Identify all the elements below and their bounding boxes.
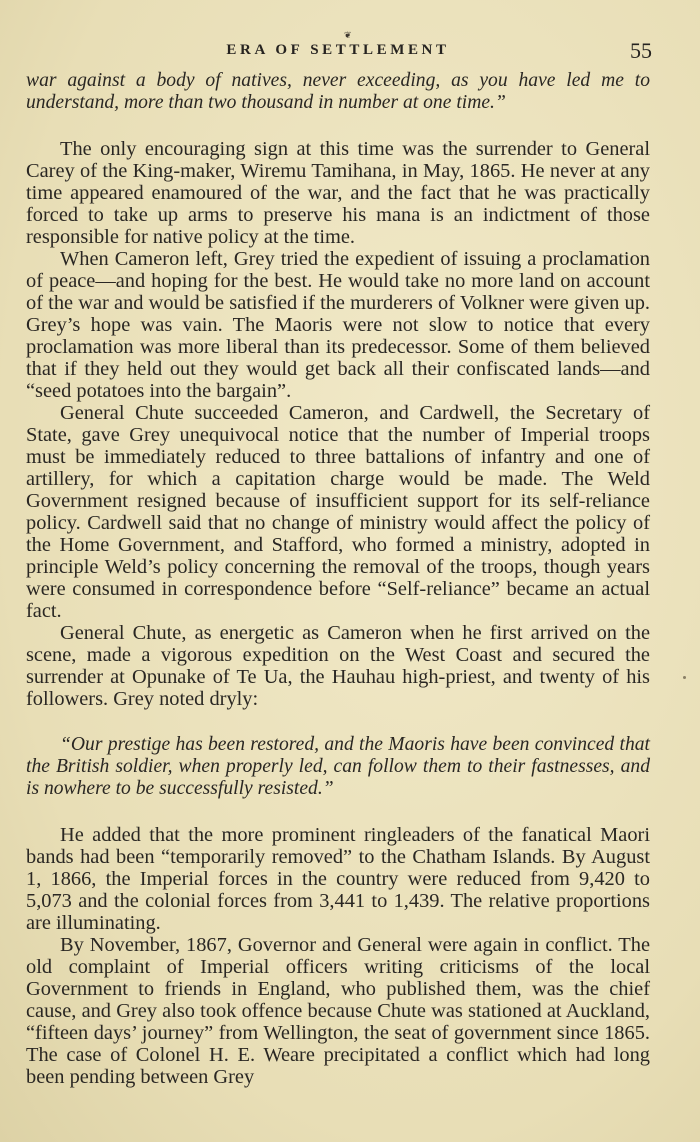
paragraph: The only encouraging sign at this time was the surrender to General Carey of the King-maker, Wiremu Tamihana, in May, 1865. He never at any time appeared enamoured of the war, and the fact that he was practically forced to take up arms to preserve his mana is an indictment of those responsible for native policy at the time. [26,138,650,248]
paper-speck [683,676,686,679]
page-header [26,30,650,70]
paragraph: He added that the more prominent ringleaders of the fanatical Maori bands had been “temporarily removed” to the Chatham Islands. By August 1, 1866, the Imperial forces in the country were reduced from 9,420 to 5,073 and the colonial forces from 3,441 to 1,439. The relative proportions are illuminating. [26,824,650,934]
body-text [26,70,650,1088]
paragraph: General Chute, as energetic as Cameron when he first arrived on the scene, made a vigorous expedition on the West Coast and secured the surrender at Opunake of Te Ua, the Hauhau high-priest, and twenty of his followers. Grey noted dryly: [26,622,650,710]
paragraph: General Chute succeeded Cameron, and Cardwell, the Secretary of State, gave Grey unequivocal notice that the number of Imperial troops must be immediately reduced to three battalions of infantry and one of artillery, for which a capitation charge would be made. The Weld Government resigned because of insufficient support for its self-reliance policy. Cardwell said that no change of ministry would affect the policy of the Home Government, and Stafford, who formed a ministry, adopted in principle Weld’s policy concerning the removal of the troops, though years were consumed in correspondence before “Self-reliance” became an actual fact. [26,402,650,622]
book-page [26,30,650,1088]
paragraph: By November, 1867, Governor and General were again in conflict. The old complaint of Imperial officers writing criticisms of the local Government to friends in England, who published them, was the chief cause, and Grey also took offence because Chute was stationed at Auckland, “fifteen days’ journey” from Wellington, the seat of government since 1865. The case of Colonel H. E. Weare precipitated a conflict which had long been pending between Grey [26,934,650,1088]
block-quote-continued: war against a body of natives, never exceeding, as you have led me to understand, more than two thousand in number at one time.” [26,70,650,113]
page-number: 55 [630,38,652,63]
block-quote: “Our prestige has been restored, and the Maoris have been convinced that the British soldier, when properly led, can follow them to their fastnesses, and is nowhere to be successfully resisted.” [26,734,650,799]
ornament-icon: ❦ [344,30,352,40]
running-head: ERA OF SETTLEMENT [226,42,450,58]
paragraph: When Cameron left, Grey tried the expedient of issuing a proclamation of peace—and hoping for the best. He would take no more land on account of the war and would be satisfied if the murderers of Volkner were given up. Grey’s hope was vain. The Maoris were not slow to notice that every proclamation was more liberal than its predecessor. Some of them believed that if they held out they would get back all their confiscated lands—and “seed potatoes into the bargain”. [26,248,650,402]
